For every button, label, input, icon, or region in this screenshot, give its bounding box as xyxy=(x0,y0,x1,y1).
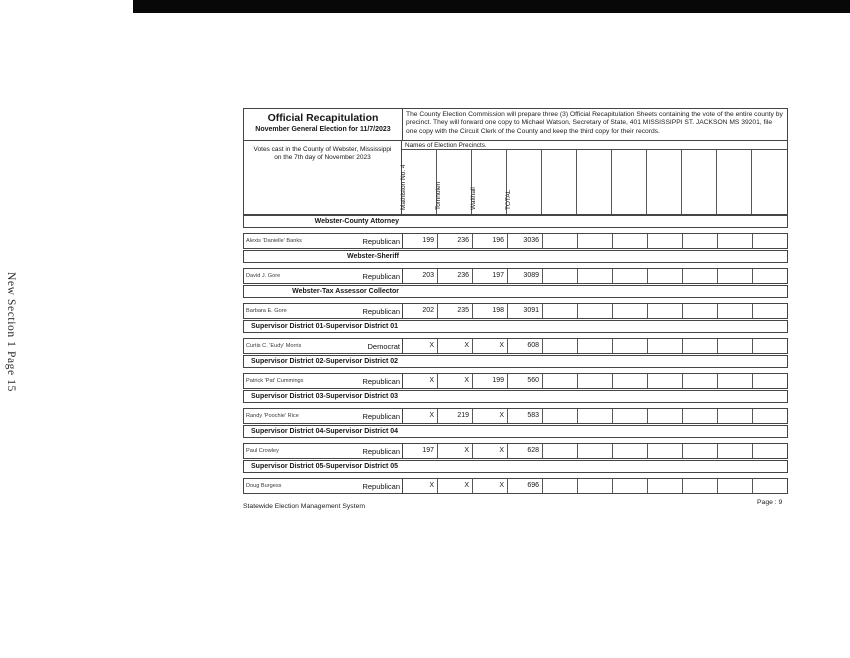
precinct-column xyxy=(507,150,542,214)
candidate-party: Republican xyxy=(362,306,400,316)
vote-count-cell xyxy=(753,339,787,353)
candidate-row xyxy=(243,268,788,284)
precinct-column xyxy=(472,150,507,214)
vote-count-cell: X xyxy=(403,374,438,388)
candidate-party: Republican xyxy=(362,271,400,281)
vote-count-cell xyxy=(578,339,613,353)
vote-count-cell: 3091 xyxy=(508,304,543,318)
candidate-cell xyxy=(244,444,403,458)
margin-section-label: New Section 1 Page 15 xyxy=(5,272,17,392)
vote-count-cell xyxy=(578,479,613,493)
vote-count-cell xyxy=(718,444,753,458)
vote-count-cell xyxy=(543,444,578,458)
candidate-party: Democrat xyxy=(367,341,400,351)
vote-count-cell: X xyxy=(473,409,508,423)
candidate-row xyxy=(243,478,788,494)
vote-count-cell xyxy=(648,339,683,353)
candidate-party: Republican xyxy=(362,376,400,386)
precinct-label: Walthall xyxy=(470,187,477,210)
section-title: Supervisor District 01-Supervisor District 01 xyxy=(251,323,399,330)
vote-count-cell: 197 xyxy=(403,444,438,458)
vote-count-cell: X xyxy=(438,374,473,388)
precinct-column xyxy=(612,150,647,214)
vote-count-cell xyxy=(578,269,613,283)
candidate-row xyxy=(243,443,788,459)
vote-count-cell xyxy=(613,444,648,458)
vote-count-cell xyxy=(718,374,753,388)
vote-count-cell xyxy=(578,374,613,388)
page-number-label: Page : 9 xyxy=(757,499,783,506)
vote-count-cell: X xyxy=(473,479,508,493)
vote-count-cell xyxy=(648,479,683,493)
document-subtitle: November General Election for 11/7/2023 xyxy=(255,126,391,133)
precinct-columns-area xyxy=(402,141,787,214)
section-title: Webster-Sheriff xyxy=(347,253,399,260)
vote-count-cell: 236 xyxy=(438,234,473,248)
vote-count-cell xyxy=(543,339,578,353)
vote-count-cell xyxy=(648,269,683,283)
table-body xyxy=(243,215,788,494)
votes-cast-line1: Votes cast in the County of Webster, Mississippi xyxy=(253,146,392,153)
table-header-row xyxy=(243,108,788,141)
precinct-column xyxy=(542,150,577,214)
section-title: Supervisor District 04-Supervisor District 04 xyxy=(251,428,399,435)
system-footer-label: Statewide Election Management System xyxy=(243,503,366,510)
candidate-name: Patrick 'Pat' Cummings xyxy=(246,378,304,384)
scanner-edge-bar xyxy=(133,0,850,13)
section-header-row xyxy=(243,390,788,403)
vote-count-cell xyxy=(543,269,578,283)
candidate-cell xyxy=(244,234,403,248)
instructions-cell: The County Election Commission will prepare three (3) Official Recapitulation Sheets containing the vote of the entire county by precinct. They will forward one copy to Michael Watson, Secretary of State, 401 MISSISSIPPI ST. JACKSON MS 39201, file one copy with the Circuit Clerk of the County and keep the third copy for their records. xyxy=(406,111,783,135)
vote-count-cell: 583 xyxy=(508,409,543,423)
vote-count-cell: 560 xyxy=(508,374,543,388)
candidate-party: Republican xyxy=(362,236,400,246)
candidate-cell xyxy=(244,269,403,283)
candidate-name: Barbara E. Gore xyxy=(246,308,287,314)
section-header-row xyxy=(243,320,788,333)
precinct-column xyxy=(752,150,787,214)
vote-count-cell xyxy=(753,304,787,318)
vote-count-cell xyxy=(613,234,648,248)
vote-count-cell xyxy=(718,409,753,423)
section-header-row xyxy=(243,460,788,473)
vote-count-cell: 235 xyxy=(438,304,473,318)
vote-count-cell xyxy=(648,234,683,248)
vote-count-cell xyxy=(578,304,613,318)
vote-count-cell xyxy=(718,269,753,283)
vote-count-cell: 203 xyxy=(403,269,438,283)
vote-count-cell xyxy=(683,234,718,248)
vote-count-cell xyxy=(683,374,718,388)
vote-count-cell xyxy=(613,409,648,423)
vote-count-cell: 3036 xyxy=(508,234,543,248)
section-header-row xyxy=(243,250,788,263)
precinct-column xyxy=(402,150,437,214)
precinct-column xyxy=(577,150,612,214)
vote-count-cell xyxy=(543,409,578,423)
candidate-row xyxy=(243,303,788,319)
vote-count-cell xyxy=(753,409,787,423)
candidate-cell xyxy=(244,339,403,353)
vote-count-cell xyxy=(578,444,613,458)
vote-count-cell: X xyxy=(438,479,473,493)
vote-count-cell: 202 xyxy=(403,304,438,318)
precinct-column xyxy=(682,150,717,214)
vote-count-cell xyxy=(578,234,613,248)
vote-count-cell: 199 xyxy=(403,234,438,248)
vote-count-cell xyxy=(753,234,787,248)
vote-count-cell: 197 xyxy=(473,269,508,283)
vote-count-cell xyxy=(718,479,753,493)
vote-count-cell xyxy=(753,444,787,458)
candidate-cell xyxy=(244,374,403,388)
vote-count-cell xyxy=(683,479,718,493)
vote-count-cell: X xyxy=(473,444,508,458)
title-cell xyxy=(244,109,403,140)
vote-count-cell: X xyxy=(438,339,473,353)
precincts-caption: Names of Election Precincts. xyxy=(402,141,787,150)
vote-count-cell xyxy=(613,339,648,353)
candidate-cell xyxy=(244,304,403,318)
precinct-column xyxy=(437,150,472,214)
precinct-label: Mathiston No. 4 xyxy=(400,164,407,210)
vote-count-cell: 219 xyxy=(438,409,473,423)
candidate-name: David J. Gore xyxy=(246,273,281,279)
section-title: Webster-Tax Assessor Collector xyxy=(292,288,399,295)
vote-count-cell: X xyxy=(403,479,438,493)
vote-count-cell xyxy=(543,304,578,318)
vote-count-cell xyxy=(543,234,578,248)
vote-count-cell xyxy=(648,304,683,318)
vote-count-cell xyxy=(648,409,683,423)
candidate-row xyxy=(243,338,788,354)
candidate-party: Republican xyxy=(362,446,400,456)
recapitulation-table xyxy=(243,108,788,495)
candidate-name: Doug Burgess xyxy=(246,483,282,489)
vote-count-cell: 628 xyxy=(508,444,543,458)
section-header-row xyxy=(243,425,788,438)
candidate-party: Republican xyxy=(362,411,400,421)
section-title: Supervisor District 05-Supervisor District 05 xyxy=(251,463,399,470)
candidate-name: Curtis C. 'Eudy' Morris xyxy=(246,343,302,349)
vote-count-cell xyxy=(753,479,787,493)
precinct-column xyxy=(717,150,752,214)
candidate-name: Alexis 'Danielle' Banks xyxy=(246,238,302,244)
candidate-name: Paul Crowley xyxy=(246,448,279,454)
vote-count-cell xyxy=(683,409,718,423)
vote-count-cell: 696 xyxy=(508,479,543,493)
candidate-cell xyxy=(244,479,403,493)
vote-count-cell xyxy=(648,374,683,388)
vote-count-cell xyxy=(613,269,648,283)
vote-count-cell: 236 xyxy=(438,269,473,283)
vote-count-cell xyxy=(718,234,753,248)
vote-count-cell xyxy=(613,304,648,318)
vote-count-cell xyxy=(753,374,787,388)
candidate-row xyxy=(243,373,788,389)
candidate-party: Republican xyxy=(362,481,400,491)
precinct-label: TOTAL xyxy=(505,189,512,210)
vote-count-cell: X xyxy=(473,339,508,353)
vote-count-cell: X xyxy=(403,339,438,353)
section-title: Webster-County Attorney xyxy=(314,218,399,225)
candidate-name: Randy 'Poochie' Rice xyxy=(246,413,299,419)
vote-count-cell xyxy=(718,304,753,318)
vote-count-cell xyxy=(683,304,718,318)
vote-count-cell: 608 xyxy=(508,339,543,353)
vote-count-cell xyxy=(683,269,718,283)
vote-count-cell xyxy=(543,374,578,388)
vote-count-cell: 199 xyxy=(473,374,508,388)
votes-cast-line2: on the 7th day of November 2023 xyxy=(274,154,371,161)
section-title: Supervisor District 03-Supervisor District 03 xyxy=(251,393,399,400)
vote-count-cell: 198 xyxy=(473,304,508,318)
vote-count-cell: X xyxy=(438,444,473,458)
precinct-label-row xyxy=(402,150,787,214)
vote-count-cell xyxy=(613,374,648,388)
vote-count-cell xyxy=(613,479,648,493)
candidate-row xyxy=(243,233,788,249)
section-header-row xyxy=(243,285,788,298)
precinct-header-block xyxy=(243,141,788,215)
vote-count-cell xyxy=(543,479,578,493)
vote-count-cell xyxy=(718,339,753,353)
candidate-cell xyxy=(244,409,403,423)
document-title: Official Recapitulation xyxy=(267,112,379,124)
vote-count-cell xyxy=(683,444,718,458)
vote-count-cell xyxy=(578,409,613,423)
votes-cast-cell xyxy=(244,141,402,214)
section-header-row xyxy=(243,215,788,228)
vote-count-cell xyxy=(648,444,683,458)
precinct-column xyxy=(647,150,682,214)
vote-count-cell xyxy=(753,269,787,283)
candidate-row xyxy=(243,408,788,424)
vote-count-cell: 196 xyxy=(473,234,508,248)
precinct-label: Tomnolen xyxy=(435,181,442,210)
section-header-row xyxy=(243,355,788,368)
section-title: Supervisor District 02-Supervisor District 02 xyxy=(251,358,399,365)
vote-count-cell: 3089 xyxy=(508,269,543,283)
vote-count-cell: X xyxy=(403,409,438,423)
vote-count-cell xyxy=(683,339,718,353)
